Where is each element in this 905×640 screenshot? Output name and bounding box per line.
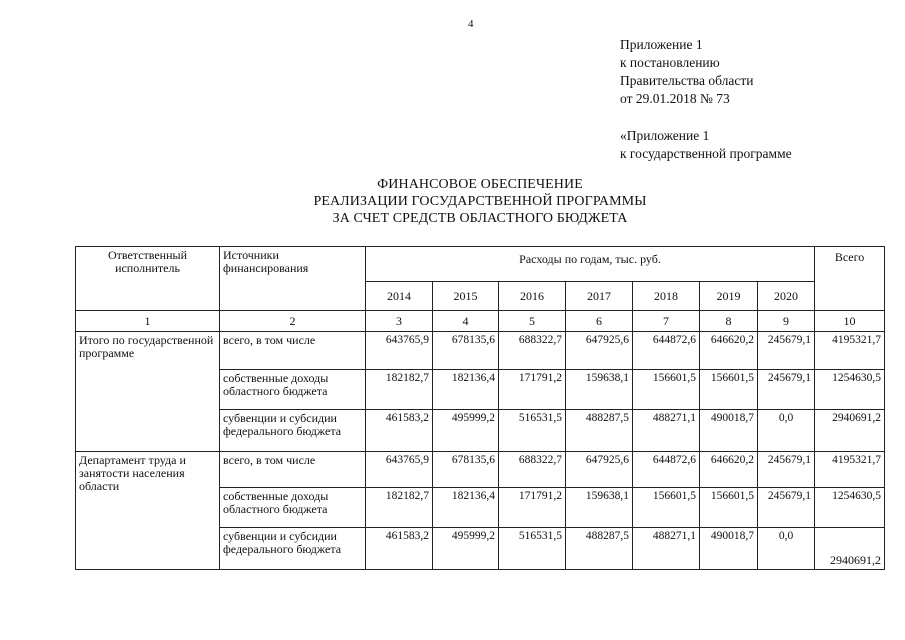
total-cell: 2940691,2 <box>815 528 885 570</box>
total-cell: 4195321,7 <box>815 452 885 488</box>
source-cell: субвенции и субсидии федерального бюджета <box>220 528 366 570</box>
total-cell: 1254630,5 <box>815 370 885 410</box>
index-cell: 7 <box>633 311 700 332</box>
year-cell: 2020 <box>758 282 815 311</box>
total-cell: 4195321,7 <box>815 332 885 370</box>
index-row <box>76 311 885 332</box>
title-line: ЗА СЧЕТ СРЕДСТВ ОБЛАСТНОГО БЮДЖЕТА <box>332 211 628 226</box>
value-cell: 156601,5 <box>633 488 700 528</box>
financing-table <box>75 246 885 570</box>
value-cell: 245679,1 <box>758 488 815 528</box>
value-cell: 678135,6 <box>433 452 499 488</box>
value-cell: 245679,1 <box>758 332 815 370</box>
title-line: РЕАЛИЗАЦИИ ГОСУДАРСТВЕННОЙ ПРОГРАММЫ <box>313 194 647 209</box>
value-cell: 647925,6 <box>566 332 633 370</box>
value-cell: 644872,6 <box>633 332 700 370</box>
value-cell: 159638,1 <box>566 370 633 410</box>
executor-cell: Департамент труда и занятости населения области <box>76 452 220 570</box>
value-cell: 647925,6 <box>566 452 633 488</box>
table-row <box>76 452 885 488</box>
value-cell: 461583,2 <box>366 528 433 570</box>
value-cell: 644872,6 <box>633 452 700 488</box>
total-cell: 2940691,2 <box>815 410 885 452</box>
year-cell: 2019 <box>700 282 758 311</box>
total-cell: 1254630,5 <box>815 488 885 528</box>
appendix-line: к государственной программе <box>620 146 792 161</box>
value-cell: 488271,1 <box>633 410 700 452</box>
value-cell: 461583,2 <box>366 410 433 452</box>
source-cell: собственные доходы областного бюджета <box>220 488 366 528</box>
index-cell: 6 <box>566 311 633 332</box>
value-cell: 156601,5 <box>700 370 758 410</box>
value-cell: 245679,1 <box>758 370 815 410</box>
value-cell: 171791,2 <box>499 370 566 410</box>
value-cell: 182182,7 <box>366 488 433 528</box>
value-cell: 688322,7 <box>499 332 566 370</box>
index-cell: 2 <box>220 311 366 332</box>
value-cell: 245679,1 <box>758 452 815 488</box>
value-cell: 182182,7 <box>366 370 433 410</box>
value-cell: 678135,6 <box>433 332 499 370</box>
value-cell: 490018,7 <box>700 528 758 570</box>
header-total: Всего <box>815 247 885 311</box>
value-cell: 516531,5 <box>499 528 566 570</box>
value-cell: 488287,5 <box>566 410 633 452</box>
value-cell: 495999,2 <box>433 410 499 452</box>
index-cell: 4 <box>433 311 499 332</box>
header-expenses: Расходы по годам, тыс. руб. <box>366 247 815 282</box>
executor-cell: Итого по государственной программе <box>76 332 220 452</box>
value-cell: 156601,5 <box>633 370 700 410</box>
value-cell: 646620,2 <box>700 332 758 370</box>
value-cell: 646620,2 <box>700 452 758 488</box>
index-cell: 1 <box>76 311 220 332</box>
value-cell: 159638,1 <box>566 488 633 528</box>
index-cell: 8 <box>700 311 758 332</box>
value-cell: 171791,2 <box>499 488 566 528</box>
page-number: 4 <box>468 18 474 30</box>
value-cell: 0,0 <box>758 528 815 570</box>
value-cell: 495999,2 <box>433 528 499 570</box>
value-cell: 643765,9 <box>366 452 433 488</box>
table-row <box>76 332 885 370</box>
appendix-line: к постановлению <box>620 55 720 70</box>
value-cell: 156601,5 <box>700 488 758 528</box>
value-cell: 516531,5 <box>499 410 566 452</box>
title-line: ФИНАНСОВОЕ ОБЕСПЕЧЕНИЕ <box>377 177 583 192</box>
value-cell: 0,0 <box>758 410 815 452</box>
year-cell: 2016 <box>499 282 566 311</box>
year-cell: 2014 <box>366 282 433 311</box>
appendix-line: «Приложение 1 <box>620 128 710 143</box>
value-cell: 182136,4 <box>433 488 499 528</box>
appendix-line: Приложение 1 <box>620 37 703 52</box>
header-row <box>76 247 885 282</box>
appendix-block <box>620 36 792 163</box>
value-cell: 488287,5 <box>566 528 633 570</box>
year-cell: 2015 <box>433 282 499 311</box>
source-cell: всего, в том числе <box>220 332 366 370</box>
year-cell: 2017 <box>566 282 633 311</box>
index-cell: 5 <box>499 311 566 332</box>
source-cell: собственные доходы областного бюджета <box>220 370 366 410</box>
header-executor: Ответственный исполнитель <box>76 247 220 311</box>
index-cell: 3 <box>366 311 433 332</box>
value-cell: 490018,7 <box>700 410 758 452</box>
value-cell: 643765,9 <box>366 332 433 370</box>
value-cell: 488271,1 <box>633 528 700 570</box>
document-title <box>230 176 730 227</box>
appendix-line: Правительства области <box>620 73 754 88</box>
header-source: Источники финансирования <box>220 247 366 311</box>
value-cell: 688322,7 <box>499 452 566 488</box>
index-cell: 10 <box>815 311 885 332</box>
value-cell: 182136,4 <box>433 370 499 410</box>
source-cell: всего, в том числе <box>220 452 366 488</box>
index-cell: 9 <box>758 311 815 332</box>
appendix-line: от 29.01.2018 № 73 <box>620 91 730 106</box>
source-cell: субвенции и субсидии федерального бюджета <box>220 410 366 452</box>
year-cell: 2018 <box>633 282 700 311</box>
